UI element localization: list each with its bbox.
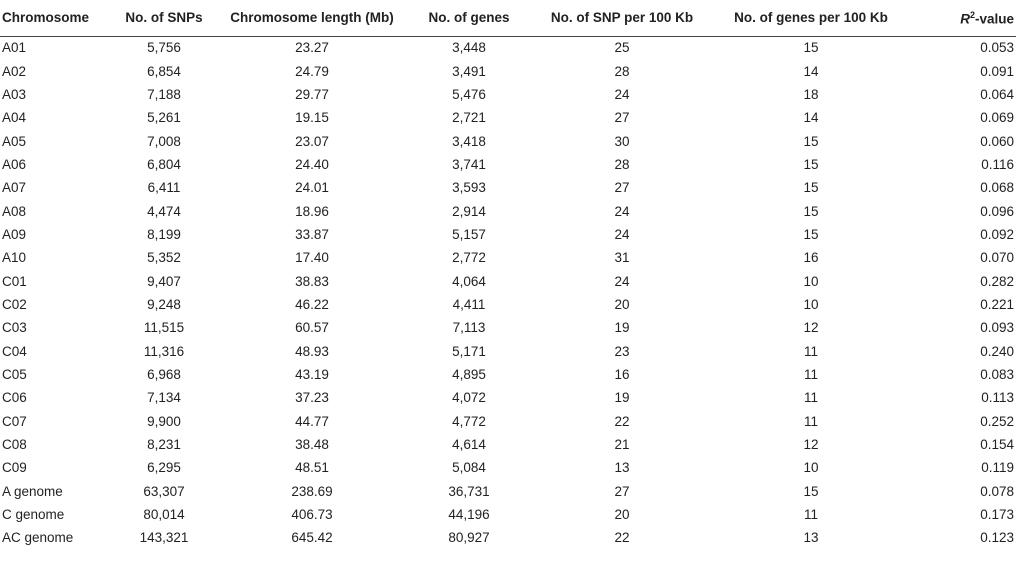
cell-length: 48.93 xyxy=(295,343,329,359)
cell-r2-value: 0.060 xyxy=(980,133,1014,149)
cell-snps: 6,968 xyxy=(147,366,181,382)
cell-genes: 4,614 xyxy=(452,437,486,453)
cell-snps: 9,900 xyxy=(147,413,181,429)
table-row xyxy=(0,106,1016,129)
table-row xyxy=(0,526,1016,549)
table-header xyxy=(0,0,1016,36)
cell-length: 38.83 xyxy=(295,273,329,289)
cell-genes: 36,731 xyxy=(448,483,490,499)
cell-snp-density: 24 xyxy=(614,203,630,219)
cell-chromosome: C04 xyxy=(2,343,27,359)
cell-snp-density: 16 xyxy=(614,366,630,382)
cell-length: 33.87 xyxy=(295,226,329,242)
cell-length: 18.96 xyxy=(295,203,329,219)
cell-r2-value: 0.173 xyxy=(980,507,1014,523)
cell-chromosome: A03 xyxy=(2,86,27,102)
cell-genes: 4,072 xyxy=(452,390,486,406)
cell-chromosome: A04 xyxy=(2,110,27,126)
cell-snps: 80,014 xyxy=(143,507,185,523)
table-row xyxy=(0,503,1016,526)
cell-snp-density: 24 xyxy=(614,273,630,289)
cell-gene-density: 11 xyxy=(803,507,818,523)
cell-gene-density: 10 xyxy=(803,273,819,289)
cell-snps: 7,008 xyxy=(147,133,181,149)
cell-gene-density: 13 xyxy=(803,530,819,546)
cell-gene-density: 15 xyxy=(803,180,819,196)
table-row xyxy=(0,199,1016,222)
cell-snps: 11,515 xyxy=(143,320,185,336)
cell-gene-density: 11 xyxy=(803,366,818,382)
cell-gene-density: 18 xyxy=(803,86,819,102)
cell-length: 44.77 xyxy=(295,413,329,429)
cell-r2-value: 0.154 xyxy=(980,437,1014,453)
cell-genes: 2,772 xyxy=(452,250,486,266)
cell-length: 43.19 xyxy=(295,366,329,382)
cell-chromosome: A genome xyxy=(2,483,63,499)
cell-length: 19.15 xyxy=(295,110,329,126)
cell-gene-density: 15 xyxy=(803,226,819,242)
cell-gene-density: 15 xyxy=(803,483,819,499)
cell-chromosome: C06 xyxy=(2,390,27,406)
cell-chromosome: A05 xyxy=(2,133,27,149)
cell-gene-density: 12 xyxy=(803,437,819,453)
cell-gene-density: 15 xyxy=(803,203,819,219)
cell-r2-value: 0.093 xyxy=(980,320,1014,336)
cell-gene-density: 15 xyxy=(803,156,819,172)
cell-snp-density: 20 xyxy=(614,296,630,312)
cell-length: 238.69 xyxy=(291,483,333,499)
cell-r2-value: 0.119 xyxy=(981,460,1014,476)
cell-r2-value: 0.070 xyxy=(980,250,1014,266)
cell-genes: 5,171 xyxy=(452,343,486,359)
cell-r2-value: 0.078 xyxy=(980,483,1014,499)
cell-length: 23.27 xyxy=(295,40,329,56)
cell-gene-density: 10 xyxy=(803,296,819,312)
cell-chromosome: C07 xyxy=(2,413,27,429)
header-chromosome: Chromosome xyxy=(0,0,112,36)
cell-snp-density: 24 xyxy=(614,226,630,242)
cell-snp-density: 27 xyxy=(614,180,630,196)
table-row xyxy=(0,59,1016,82)
table-row xyxy=(0,83,1016,106)
cell-genes: 3,593 xyxy=(452,180,486,196)
cell-snp-density: 28 xyxy=(614,63,630,79)
cell-length: 38.48 xyxy=(295,437,329,453)
cell-gene-density: 15 xyxy=(803,133,819,149)
cell-r2-value: 0.282 xyxy=(980,273,1014,289)
cell-genes: 44,196 xyxy=(448,507,490,523)
cell-chromosome: C09 xyxy=(2,460,27,476)
cell-genes: 3,491 xyxy=(452,63,486,79)
cell-snp-density: 24 xyxy=(614,86,630,102)
table-row xyxy=(0,176,1016,199)
cell-chromosome: C03 xyxy=(2,320,27,336)
cell-length: 37.23 xyxy=(295,390,329,406)
cell-snp-density: 19 xyxy=(614,320,630,336)
cell-genes: 3,418 xyxy=(452,133,486,149)
cell-r2-value: 0.221 xyxy=(980,296,1014,312)
table-row xyxy=(0,433,1016,456)
table-row xyxy=(0,410,1016,433)
cell-snps: 6,411 xyxy=(147,180,181,196)
cell-r2-value: 0.113 xyxy=(981,390,1014,406)
cell-length: 24.01 xyxy=(295,180,329,196)
r2-suffix: -value xyxy=(974,11,1014,26)
cell-snps: 7,134 xyxy=(147,390,181,406)
cell-snps: 11,316 xyxy=(143,343,185,359)
cell-genes: 5,476 xyxy=(452,86,486,102)
cell-chromosome: A08 xyxy=(2,203,27,219)
cell-genes: 3,448 xyxy=(452,40,486,56)
header-genes: No. of genes xyxy=(408,0,530,36)
cell-chromosome: A02 xyxy=(2,63,27,79)
cell-chromosome: A06 xyxy=(2,156,27,172)
cell-r2-value: 0.064 xyxy=(980,86,1014,102)
cell-gene-density: 15 xyxy=(803,40,819,56)
cell-snps: 6,295 xyxy=(147,460,181,476)
header-snps: No. of SNPs xyxy=(112,0,216,36)
cell-chromosome: A07 xyxy=(2,180,27,196)
cell-length: 406.73 xyxy=(291,507,333,523)
cell-chromosome: C genome xyxy=(2,507,65,523)
table-row xyxy=(0,153,1016,176)
cell-r2-value: 0.091 xyxy=(980,63,1014,79)
cell-snps: 9,407 xyxy=(147,273,181,289)
cell-r2-value: 0.240 xyxy=(980,343,1014,359)
cell-gene-density: 16 xyxy=(803,250,819,266)
cell-chromosome: C01 xyxy=(2,273,27,289)
cell-snps: 5,352 xyxy=(147,250,181,266)
cell-length: 46.22 xyxy=(295,296,329,312)
cell-genes: 2,721 xyxy=(452,110,486,126)
cell-genes: 5,157 xyxy=(452,226,486,242)
cell-length: 60.57 xyxy=(295,320,329,336)
cell-chromosome: C02 xyxy=(2,296,27,312)
cell-length: 645.42 xyxy=(291,530,333,546)
cell-length: 24.40 xyxy=(295,156,329,172)
r2-symbol: R xyxy=(960,11,970,26)
cell-snp-density: 27 xyxy=(614,483,630,499)
cell-chromosome: AC genome xyxy=(2,530,74,546)
cell-r2-value: 0.123 xyxy=(980,530,1014,546)
table-row xyxy=(0,386,1016,409)
cell-snps: 8,199 xyxy=(147,226,181,242)
header-snp-per-100kb: No. of SNP per 100 Kb xyxy=(530,0,714,36)
cell-snp-density: 22 xyxy=(614,530,630,546)
cell-r2-value: 0.069 xyxy=(980,110,1014,126)
cell-snp-density: 22 xyxy=(614,413,630,429)
cell-snps: 5,756 xyxy=(147,40,181,56)
cell-genes: 4,064 xyxy=(452,273,486,289)
header-row xyxy=(0,0,1016,36)
cell-snps: 4,474 xyxy=(147,203,181,219)
cell-length: 24.79 xyxy=(295,63,329,79)
cell-chromosome: C08 xyxy=(2,437,27,453)
cell-snp-density: 31 xyxy=(614,250,630,266)
cell-snp-density: 21 xyxy=(614,437,630,453)
cell-snps: 5,261 xyxy=(147,110,181,126)
cell-snps: 8,231 xyxy=(147,437,181,453)
cell-snps: 63,307 xyxy=(143,483,185,499)
cell-genes: 7,113 xyxy=(452,320,486,336)
cell-snps: 143,321 xyxy=(139,530,189,546)
cell-gene-density: 14 xyxy=(803,110,819,126)
table-row xyxy=(0,480,1016,503)
cell-genes: 4,411 xyxy=(452,296,486,312)
table-row xyxy=(0,36,1016,59)
cell-length: 48.51 xyxy=(295,460,329,476)
cell-snp-density: 28 xyxy=(614,156,630,172)
cell-snp-density: 13 xyxy=(614,460,630,476)
cell-snps: 7,188 xyxy=(147,86,181,102)
cell-r2-value: 0.116 xyxy=(981,156,1014,172)
cell-snps: 9,248 xyxy=(147,296,181,312)
cell-chromosome: C05 xyxy=(2,366,27,382)
cell-r2-value: 0.092 xyxy=(980,226,1014,242)
cell-snp-density: 19 xyxy=(614,390,630,406)
table-row xyxy=(0,456,1016,479)
cell-r2-value: 0.252 xyxy=(980,413,1014,429)
cell-chromosome: A10 xyxy=(2,250,27,266)
cell-gene-density: 11 xyxy=(803,413,818,429)
cell-snps: 6,854 xyxy=(147,63,181,79)
cell-genes: 5,084 xyxy=(452,460,486,476)
cell-r2-value: 0.053 xyxy=(980,40,1014,56)
table-body xyxy=(0,36,1016,550)
header-r2-value xyxy=(908,0,1016,36)
cell-chromosome: A01 xyxy=(2,40,27,56)
table-row xyxy=(0,223,1016,246)
cell-genes: 4,895 xyxy=(452,366,486,382)
cell-gene-density: 11 xyxy=(803,343,818,359)
table-row xyxy=(0,246,1016,269)
header-genes-per-100kb: No. of genes per 100 Kb xyxy=(714,0,908,36)
cell-snp-density: 20 xyxy=(614,507,630,523)
cell-length: 17.40 xyxy=(295,250,329,266)
cell-length: 23.07 xyxy=(295,133,329,149)
r2-exponent: 2 xyxy=(969,9,975,20)
cell-gene-density: 14 xyxy=(803,63,819,79)
header-chromosome-length: Chromosome length (Mb) xyxy=(216,0,408,36)
cell-snp-density: 25 xyxy=(614,40,630,56)
cell-chromosome: A09 xyxy=(2,226,27,242)
cell-snps: 6,804 xyxy=(147,156,181,172)
cell-gene-density: 12 xyxy=(803,320,819,336)
cell-genes: 4,772 xyxy=(452,413,486,429)
cell-genes: 80,927 xyxy=(448,530,490,546)
cell-length: 29.77 xyxy=(295,86,329,102)
cell-genes: 3,741 xyxy=(452,156,486,172)
cell-r2-value: 0.096 xyxy=(980,203,1014,219)
cell-gene-density: 11 xyxy=(803,390,818,406)
cell-genes: 2,914 xyxy=(452,203,486,219)
cell-snp-density: 30 xyxy=(614,133,630,149)
cell-r2-value: 0.083 xyxy=(980,366,1014,382)
cell-snp-density: 23 xyxy=(614,343,630,359)
table-row xyxy=(0,293,1016,316)
cell-gene-density: 10 xyxy=(803,460,819,476)
table-row xyxy=(0,316,1016,339)
table-row xyxy=(0,129,1016,152)
cell-snp-density: 27 xyxy=(614,110,630,126)
cell-r2-value: 0.068 xyxy=(980,180,1014,196)
table-row xyxy=(0,363,1016,386)
table-row xyxy=(0,339,1016,362)
table-row xyxy=(0,269,1016,292)
